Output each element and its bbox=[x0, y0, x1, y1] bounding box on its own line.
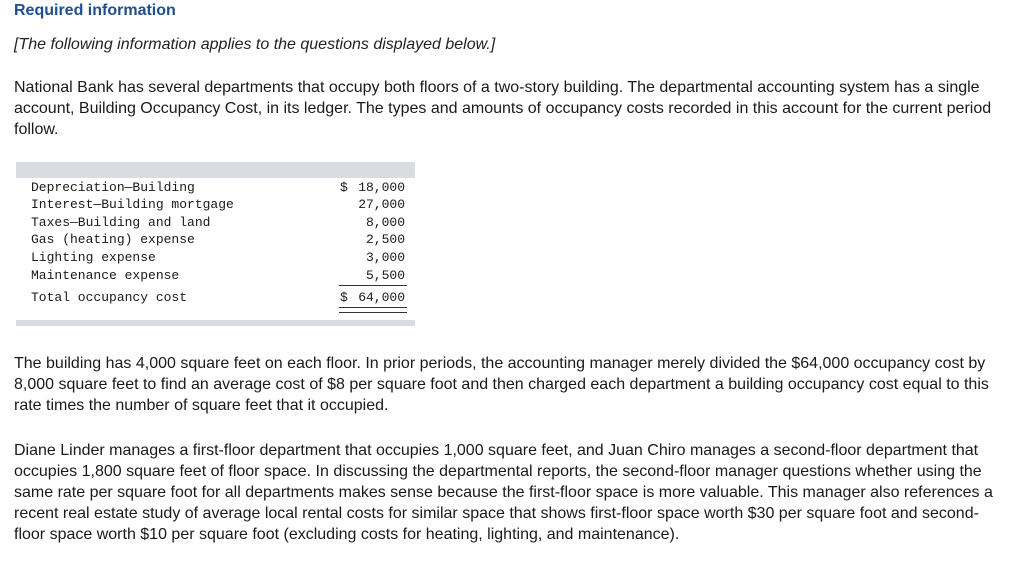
currency-symbol: $ bbox=[340, 180, 348, 195]
row-label: Maintenance expense bbox=[31, 268, 180, 283]
table-row bbox=[16, 268, 415, 285]
table-row bbox=[16, 197, 415, 214]
row-amount: 27,000 bbox=[358, 197, 405, 212]
currency-symbol: $ bbox=[340, 290, 348, 305]
subtotal-rule bbox=[339, 285, 407, 286]
row-label: Taxes—Building and land bbox=[31, 215, 211, 230]
row-amount: 18,000 bbox=[358, 180, 405, 195]
total-label: Total occupancy cost bbox=[31, 290, 188, 305]
applies-to-note: [The following information applies to the questions displayed below.] bbox=[14, 36, 496, 53]
table-row bbox=[16, 232, 415, 249]
row-amount: 8,000 bbox=[365, 215, 405, 230]
table-footer-bar bbox=[16, 320, 415, 326]
allocation-method-paragraph: The building has 4,000 square feet on each floor. In prior periods, the accounting manager merely divided the $64,000 occupancy cost by 8,000 square feet to find an average cost of $8 per square foot and then charged each department a building occupancy cost equal to this rate times the number of square feet that it occupied. bbox=[14, 355, 989, 414]
table-row bbox=[16, 180, 415, 197]
table-total-row bbox=[16, 290, 415, 307]
row-label: Interest—Building mortgage bbox=[31, 197, 234, 212]
total-amount: 64,000 bbox=[358, 290, 405, 305]
intro-paragraph: National Bank has several departments that occupy both floors of a two-story building. The departmental accounting system has a single account, Building Occupancy Cost, in its ledger. The types and amounts of occupancy costs recorded in this account for the current period follow. bbox=[14, 79, 992, 138]
row-amount: 2,500 bbox=[365, 232, 405, 247]
table-row bbox=[16, 215, 415, 232]
table-header-bar bbox=[16, 162, 415, 178]
row-amount: 3,000 bbox=[365, 250, 405, 265]
occupancy-cost-table bbox=[16, 162, 415, 327]
total-double-rule bbox=[339, 307, 407, 313]
managers-paragraph: Diane Linder manages a first-floor department that occupies 1,000 square feet, and Juan Chiro manages a second-floor department that occupies 1,800 square feet of floor space. In discussing the departmental reports, the second-floor manager questions whether using the same rate per square foot for all departments makes sense because the first-floor space is more valuable. This manager also references a recent real estate study of average local rental costs for similar space that shows first-floor space worth $30 per square foot and second-floor space worth $10 per square foot (excluding costs for heating, lighting, and maintenance). bbox=[14, 442, 993, 543]
row-amount: 5,500 bbox=[365, 268, 405, 283]
row-label: Lighting expense bbox=[31, 250, 156, 265]
table-row bbox=[16, 250, 415, 267]
row-label: Depreciation—Building bbox=[31, 180, 195, 195]
required-information-heading: Required information bbox=[14, 2, 176, 19]
row-label: Gas (heating) expense bbox=[31, 232, 195, 247]
